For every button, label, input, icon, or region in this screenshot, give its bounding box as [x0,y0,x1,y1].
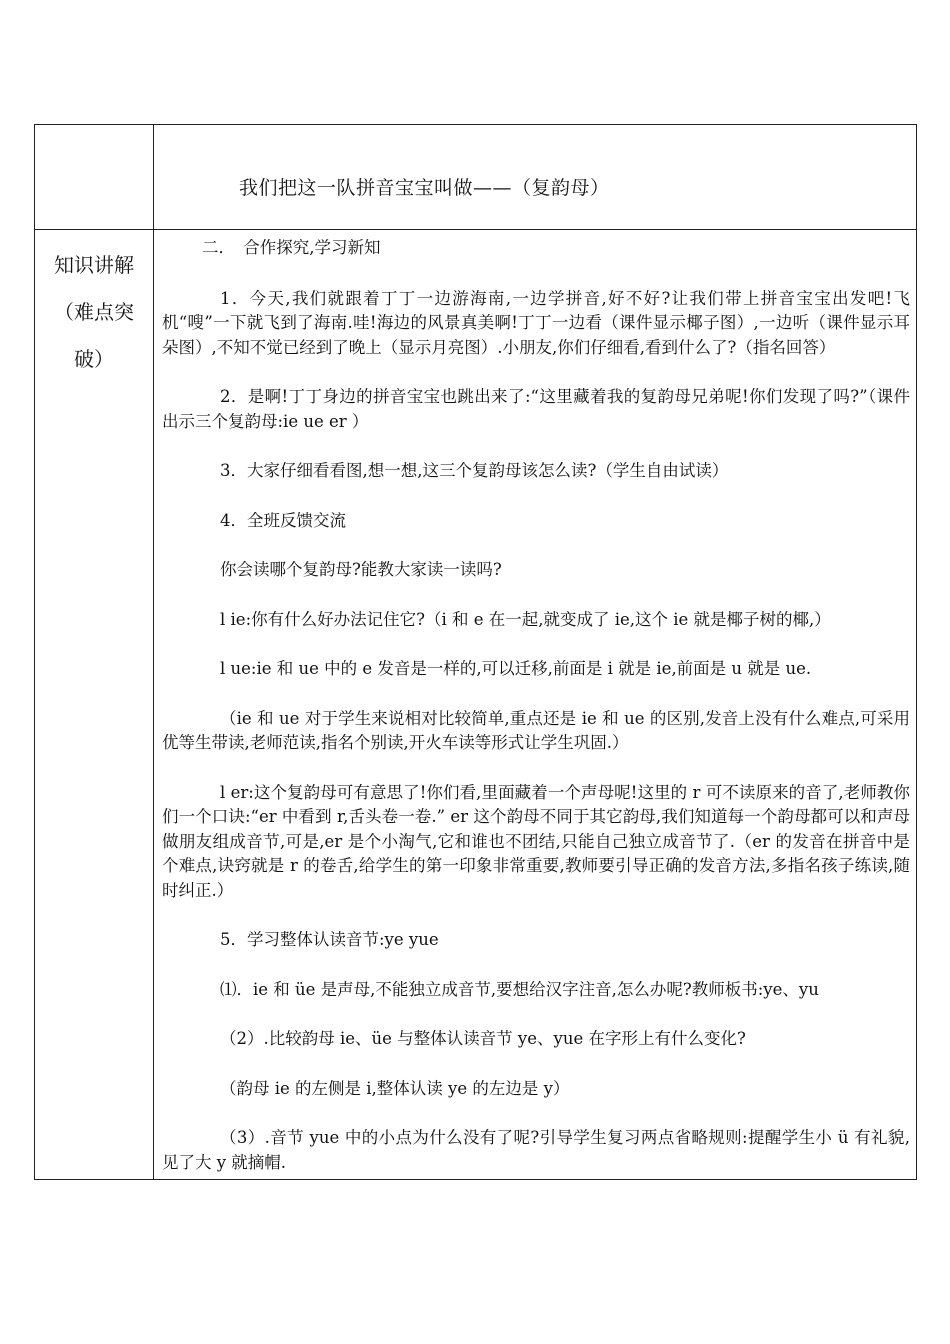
paragraph: 3．大家仔细看看图,想一想,这三个复韵母该怎么读?（学生自由试读） [220,461,729,480]
paragraph: （2）.比较韵母 ie、üe 与整体认读音节 ye、yue 在字形上有什么变化? [220,1029,746,1048]
side-label-cell [35,230,154,1180]
side-label-line: 破） [74,347,114,371]
paragraph: 你会读哪个复韵母?能教大家读一读吗? [220,560,502,579]
lesson-table [34,124,917,1180]
paragraph: （3）.音节 yue 中的小点为什么没有了呢?引导学生复习两点省略规则:提醒学生小 ü 有礼貌,见了大 y 就摘帽. [162,1128,910,1172]
paragraph: l ie:你有什么好办法记住它?（i 和 e 在一起,就变成了 ie,这个 ie 就是椰子树的椰,） [220,609,831,629]
paragraph: l er:这个复韵母可有意思了!你们看,里面藏着一个声母呢!这里的 r 可不读原来的音了,老师教你们一个口诀:“er 中看到 r,舌头卷一卷.” er 这个韵母不同于其它韵母,我们知道每一个韵母都可以和声母做朋友组成音节,可是,er 是个小淘气,它和谁也不团结,只能自己独立成音节了.（er 的发音在拼音中是个难点,诀窍就是 r 的卷舌,给学生的第一印象非常重要,教师要引导正确的发音方法,多指名孩子练读,随时纠正.） [162,782,910,900]
side-label-line: （难点突 [54,300,134,324]
header-text: 我们把这一队拼音宝宝叫做——（复韵母） [239,177,610,199]
content-cell [154,230,917,1180]
empty-cell [35,125,154,230]
paragraph: （韵母 ie 的左侧是 i,整体认读 ye 的左边是 y） [220,1078,570,1098]
side-label-line: 知识讲解 [54,253,134,277]
paragraph: l ue:ie 和 ue 中的 e 发音是一样的,可以迁移,前面是 i 就是 ie,前面是 u 就是 ue. [220,659,812,678]
section-title: 二． 合作探究,学习新知 [202,238,381,257]
paragraph: ⑴．ie 和 üe 是声母,不能独立成音节,要想给汉字注音,怎么办呢?教师板书:ye、yu [220,979,819,999]
paragraph: 4．全班反馈交流 [220,510,346,530]
table-row [35,230,917,1180]
paragraph: 2．是啊!丁丁身边的拼音宝宝也跳出来了:“这里藏着我的复韵母兄弟呢!你们发现了吗?”（课件出示三个复韵母:ie ue er ） [162,387,910,431]
header-cell [154,125,917,230]
paragraph: 1．今天,我们就跟着丁丁一边游海南,一边学拼音,好不好?让我们带上拼音宝宝出发吧!飞机“嗖”一下就飞到了海南.哇!海边的风景真美啊!丁丁一边看（课件显示椰子图）,一边听（课件显示耳朵图）,不知不觉已经到了晚上（显示月亮图）.小朋友,你们仔细看,看到什么了?（指名回答） [162,288,910,357]
table-row [35,125,917,230]
paragraph: （ie 和 ue 对于学生来说相对比较简单,重点还是 ie 和 ue 的区别,发音上没有什么难点,可采用优等生带读,老师范读,指名个别读,开火车读等形式让学生巩固.） [162,708,910,752]
paragraph: 5．学习整体认读音节:ye yue [220,930,439,949]
